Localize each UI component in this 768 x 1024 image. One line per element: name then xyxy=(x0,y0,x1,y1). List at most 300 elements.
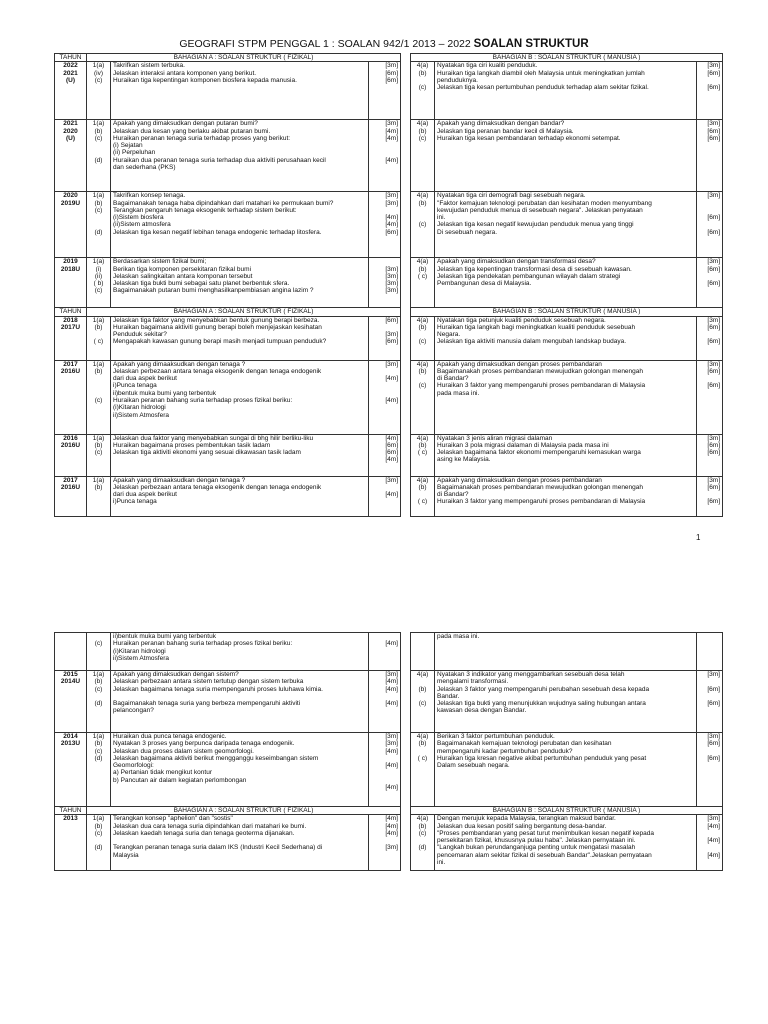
part-a-marks-line: [3m] xyxy=(385,280,399,288)
part-a-marks-line: [4m] xyxy=(385,640,398,648)
part-a-number-line xyxy=(89,390,108,397)
part-b-question xyxy=(435,633,697,671)
part-a-question-line: Jelaskan tiga bukti bumi sebagai satu planet berbentuk sfera. xyxy=(113,280,290,288)
part-a-number-line xyxy=(89,149,108,156)
part-b-number-line xyxy=(413,748,432,755)
part-a-marks-line: [3m] xyxy=(385,192,399,200)
part-a-marks-line xyxy=(371,142,398,149)
part-a-marks-line: [3m] xyxy=(385,199,399,207)
part-a-marks-line: [4m] xyxy=(385,678,398,686)
part-a-marks-line xyxy=(371,648,398,655)
part-b-question xyxy=(435,258,697,308)
part-a-marks-line: [3m] xyxy=(385,476,399,484)
part-a-question-line: Bagaimanakah tenaga suria yang berbeza mempengaruhi aktiviti xyxy=(113,700,301,708)
part-b-marks-line: [3m] xyxy=(707,192,721,200)
year-cell-line: 2017U xyxy=(60,323,81,331)
part-a-number-line xyxy=(89,214,108,221)
part-a-marks-line: [4m] xyxy=(385,221,399,229)
part-b-question-line: Apakah yang dimaksudkan dengan bandar? xyxy=(437,120,565,128)
part-b-marks-line xyxy=(699,748,720,755)
part-b-number-line: (c) xyxy=(418,829,427,837)
part-a-marks xyxy=(369,120,401,192)
part-a-question-line: dari dua aspek berikut xyxy=(113,491,177,499)
part-a-marks-line: [4m] xyxy=(385,700,398,708)
part-b-marks-line: [3m] xyxy=(707,671,720,678)
part-a-number-line xyxy=(89,852,108,859)
year-cell-line: 2014 xyxy=(63,733,78,740)
column-gap xyxy=(401,62,411,120)
part-a-question-line: (ii) Perpeluhan xyxy=(113,149,156,157)
part-b-number-line: (b) xyxy=(418,265,427,273)
part-b-question-line: Apakah yang dimaksudkan dengan proses pembandaran xyxy=(437,360,602,368)
part-a-marks xyxy=(369,360,401,434)
year-cell-line: 2021 xyxy=(63,120,78,128)
part-a-number-line: (d) xyxy=(94,844,103,852)
part-a-marks xyxy=(369,258,401,308)
column-gap xyxy=(401,308,411,316)
part-a-marks xyxy=(369,815,401,871)
part-a-number xyxy=(87,258,111,308)
part-b-number-line: (b) xyxy=(418,822,427,830)
part-b-number-line: 4(a) xyxy=(416,258,429,266)
part-b-question xyxy=(435,434,697,476)
part-a-marks-line: [3m] xyxy=(385,740,398,748)
part-a-question-line: Malaysia xyxy=(113,851,139,859)
part-b-marks xyxy=(697,62,723,120)
header-year: TAHUN xyxy=(55,807,87,815)
part-a-question-line: Jelaskan salingkaitan antara komponan tersebut xyxy=(113,272,253,280)
year-cell-line: 2018 xyxy=(63,316,78,324)
part-b-marks-line: [6m] xyxy=(707,323,721,331)
part-a-question-line: Jelaskan dua proses dalam sistem geomorfologi. xyxy=(113,747,254,755)
part-a-number xyxy=(87,434,111,476)
part-a-number-line: (b) xyxy=(94,127,103,135)
header-year: TAHUN xyxy=(55,54,87,62)
part-a-question-line xyxy=(113,693,366,700)
part-a-marks-line: [3m] xyxy=(385,272,399,280)
part-b-question-line: Bandar. xyxy=(437,692,460,700)
part-a-number-line: ( b) xyxy=(93,280,104,288)
part-a-marks-line: [4m] xyxy=(385,762,398,770)
part-a-question xyxy=(111,360,369,434)
part-a-number-line: (d) xyxy=(94,700,103,708)
part-a-marks-line: [6m] xyxy=(385,338,399,346)
part-b-number-line xyxy=(413,331,432,338)
part-a-marks-line xyxy=(371,149,398,156)
part-b-question-line: kawasan desa dengan Bandar. xyxy=(437,707,527,715)
part-b-number-line: (b) xyxy=(418,69,427,77)
part-a-marks xyxy=(369,633,401,671)
part-a-question-line: Huraikan peranan bahang suria terhadap proses fizikal beriku: xyxy=(113,397,293,405)
part-a-number-line: (b) xyxy=(94,483,103,491)
part-b-marks xyxy=(697,434,723,476)
part-a-question-line: Apakah yang dimaaksudkan dengan tenaga ? xyxy=(113,476,246,484)
year-cell-line: 2016 xyxy=(63,434,78,442)
part-a-number-line: (c) xyxy=(94,829,103,837)
part-a-number-line xyxy=(89,331,108,338)
part-b-question-line: penduduknya. xyxy=(437,76,478,84)
part-b-marks xyxy=(697,476,723,516)
part-b-marks-line: [4m] xyxy=(707,822,720,830)
part-a-question xyxy=(111,476,369,516)
part-a-question xyxy=(111,258,369,308)
part-a-question-line: ii)Sistem Atmosfera xyxy=(113,654,169,662)
column-gap xyxy=(401,192,411,258)
part-b-marks-line: [6m] xyxy=(707,265,721,273)
part-b-number-line xyxy=(413,693,432,700)
part-b-number-line: ( c) xyxy=(417,498,428,506)
part-a-number-line: (b) xyxy=(94,199,103,207)
year-cell-line: 2016U xyxy=(60,367,81,375)
part-b-question xyxy=(435,476,697,516)
part-a-number-line: 1(a) xyxy=(92,671,105,678)
year-cell-line: (U) xyxy=(65,76,76,84)
part-b-question-line: "Faktor kemajuan teknologi perubatan dan kesihatan moden menyumbang xyxy=(437,199,652,207)
part-b-marks-line: [6m] xyxy=(707,214,721,222)
part-a-marks-line xyxy=(371,777,398,784)
part-a-question-line: Terangkan pengaruh tenaga eksogenik terhadap sistem berikut: xyxy=(113,206,297,214)
part-b-question-line: Jelaskan tiga bukti yang menunjukkan wujudnya saling hubungan antara xyxy=(437,700,646,708)
part-a-marks-line: [6m] xyxy=(385,228,399,236)
part-b-number-line: (b) xyxy=(418,483,427,491)
part-b-number-line: (c) xyxy=(418,134,427,142)
part-b-question-line: Pembangunan desa di Malaysia. xyxy=(437,280,532,288)
part-a-marks-line: [3m] xyxy=(385,120,399,128)
part-b-number-line xyxy=(413,375,432,382)
part-a-marks-line: [4m] xyxy=(385,214,399,222)
part-b-marks-line xyxy=(699,221,720,228)
part-a-question xyxy=(111,733,369,807)
part-a-question-line: Jelaskan dua cara tenaga suria dipindahkan dari matahari ke bumi. xyxy=(113,822,307,830)
part-a-question-line xyxy=(113,837,366,844)
year-cell-line: 2016U xyxy=(60,441,81,449)
part-a-marks-line: [4m] xyxy=(385,456,399,464)
question-row xyxy=(55,62,723,120)
part-b-marks xyxy=(697,120,723,192)
year-cell-line: 2020 xyxy=(63,127,78,135)
part-b-marks-line: [3m] xyxy=(707,316,721,324)
part-a-marks-line: [3m] xyxy=(385,671,398,678)
part-a-question-line: Huraikan peranan tenaga suria terhadap proses yang berikut: xyxy=(113,134,291,142)
header-section-a: BAHAGIAN A : SOALAN STRUKTUR ( FIZIKAL) xyxy=(87,807,401,815)
part-b-question-line: pada masa ini. xyxy=(437,633,480,640)
part-a-question-line: pelancongan? xyxy=(113,707,154,715)
part-a-number-line xyxy=(89,762,108,769)
questions-table-page1 xyxy=(54,53,723,517)
part-b-question-line: ini. xyxy=(437,214,446,222)
part-b-marks-line: [6m] xyxy=(707,228,721,236)
part-b-question-line: Bagaimanakah kemajuan teknologi perubatan dan kesihatan xyxy=(437,740,612,748)
part-b-marks-line: [3m] xyxy=(707,476,721,484)
part-a-number xyxy=(87,120,111,192)
question-row xyxy=(55,434,723,476)
year-cell-line: 2017 xyxy=(63,476,78,484)
part-a-number-line: (c) xyxy=(94,76,103,84)
year-cell-line: 2016U xyxy=(60,483,81,491)
part-b-question-line: Huraikan tiga kresan negative akibat pertumbuhan penduduk yang pesat xyxy=(437,754,647,762)
part-b-marks-line: [6m] xyxy=(707,685,720,693)
part-b-marks xyxy=(697,360,723,434)
part-b-marks-line: [4m] xyxy=(707,837,720,845)
year-cell xyxy=(55,633,87,671)
part-b-number-line xyxy=(413,207,432,214)
part-b-marks-line: [6m] xyxy=(707,127,721,135)
part-b-number-line xyxy=(413,859,432,866)
header-year: TAHUN xyxy=(55,308,87,316)
part-a-number-line: (d) xyxy=(94,156,103,164)
part-b-number-line: ( c) xyxy=(417,272,428,280)
part-b-question-line: Huraikan tiga langkah diambil oleh Malaysia untuk meningkatkan jumlah xyxy=(437,69,645,77)
part-a-marks-line: [3m] xyxy=(385,287,399,295)
header-section-b: BAHAGIAN B : SOALAN STRUKTUR ( MANUSIA ) xyxy=(411,807,723,815)
column-gap xyxy=(401,316,411,360)
part-b-number-line: 4(a) xyxy=(416,120,429,128)
part-a-question-line: Apakah yang dimaksudkan dengan putaran bumi? xyxy=(113,120,258,128)
part-b-number-line: (b) xyxy=(418,323,427,331)
part-a-question-line: Penduduk sekitar? xyxy=(113,331,167,339)
part-a-marks-line: [4m] xyxy=(385,491,399,499)
part-a-number-line xyxy=(89,404,108,411)
year-cell xyxy=(55,476,87,516)
part-b-number-line: (c) xyxy=(418,221,427,229)
part-a-number-line: (ii) xyxy=(94,272,103,280)
part-b-question xyxy=(435,671,697,733)
part-a-question-line: i)Punca tenaga xyxy=(113,382,157,390)
part-a-number-line: 1(a) xyxy=(92,120,105,128)
part-b-number-line: 4(a) xyxy=(416,733,429,740)
part-b-marks-line: [3m] xyxy=(707,62,721,70)
part-b-number xyxy=(411,192,435,258)
part-a-marks-line xyxy=(371,484,398,491)
part-b-number-line xyxy=(413,837,432,844)
part-b-number-line: 4(a) xyxy=(416,192,429,200)
part-b-number-line: (d) xyxy=(418,844,427,852)
part-b-question-line: Huraikan 3 faktor yang mempengaruhi proses pembandaran di Malaysia xyxy=(437,498,646,506)
part-a-marks-line xyxy=(371,755,398,762)
part-b-number xyxy=(411,815,435,871)
part-a-marks-line: [6m] xyxy=(385,449,399,457)
year-cell-line: 2019 xyxy=(63,258,78,266)
part-a-question-line: Huraikan tiga kepentingan komponen biosfera kepada manusia. xyxy=(113,76,297,84)
part-b-marks-line: [4m] xyxy=(707,851,720,859)
part-a-question-line: Jelaskan perbezaan antara tenaga eksogenik dengan tenaga endogenik xyxy=(113,483,322,491)
part-a-question-line: Huraikan bagaimana proses pembentukan tasik ladam xyxy=(113,441,271,449)
part-a-number-line xyxy=(89,412,108,419)
question-row xyxy=(55,633,723,671)
part-a-question-line: Huraikan peranan bahang suria terhadap proses fizikal beriku: xyxy=(113,640,293,648)
part-b-number-line: 4(a) xyxy=(416,62,429,70)
part-b-question-line: Dalam sesebuah negara. xyxy=(437,762,510,770)
part-b-question-line: mempengaruhi kadar pertumbuhan penduduk? xyxy=(437,747,573,755)
part-b-question-line: Jelaskan bagaimana faktor ekonomi mempengaruhi kemasukan warga xyxy=(437,449,641,457)
part-b-marks-line: [6m] xyxy=(707,700,720,708)
year-cell-line: 2014U xyxy=(60,678,81,686)
part-a-question-line: Mengapakah kawasan gunung berapi masih menjadi tumpuan penduduk? xyxy=(113,338,327,346)
part-b-marks-line: [6m] xyxy=(707,84,721,92)
part-a-number xyxy=(87,671,111,733)
header-section-b: BAHAGIAN B : SOALAN STRUKTUR ( MANUSIA ) xyxy=(411,54,723,62)
question-row xyxy=(55,120,723,192)
year-cell-line: 2017 xyxy=(63,360,78,368)
part-a-number-line: (b) xyxy=(94,367,103,375)
part-b-question-line: pada masa ini. xyxy=(437,389,480,397)
part-a-marks-line: [4m] xyxy=(385,829,398,837)
part-a-question-line: b) Pancutan air dalam kegiatan perlombongan xyxy=(113,776,247,784)
part-a-number-line: (c) xyxy=(94,397,103,405)
year-cell-line: 2015 xyxy=(63,671,78,678)
part-b-marks-line: [3m] xyxy=(707,434,721,442)
part-b-question-line: Jelaskan 3 faktor yang mempengaruhi perubahan sesebuah desa kepada xyxy=(437,685,650,693)
part-a-number-line xyxy=(89,142,108,149)
part-a-question xyxy=(111,192,369,258)
part-b-marks-line xyxy=(699,633,720,640)
year-cell-line: 2020 xyxy=(63,192,78,200)
part-b-number xyxy=(411,476,435,516)
part-b-question-line: pencemaran alam sekitar fizikal di sesebuah Bandar".Jelaskan pernyataan xyxy=(437,851,652,859)
part-a-question-line: Huraikan dua peranan tenaga suria terhadap dua aktiviti perusahaan kecil xyxy=(113,156,326,164)
year-cell-line: (U) xyxy=(65,134,76,142)
part-a-question-line: Berikan tiga komponen persekitaran fizikal bumi xyxy=(113,265,252,273)
part-b-marks-line: [6m] xyxy=(707,134,721,142)
part-a-number-line: (c) xyxy=(94,640,103,648)
part-b-question-line: Nyatakan tiga petunjuk kualiti penduduk sesebuah negara. xyxy=(437,316,606,324)
part-b-number-line xyxy=(413,214,432,221)
part-a-marks-line: [4m] xyxy=(385,434,399,442)
part-b-question-line: Apakah yang dimaksudkan dengan transformasi desa? xyxy=(437,258,596,266)
part-b-number-line: (c) xyxy=(418,84,427,92)
part-a-marks-line: [6m] xyxy=(385,76,399,84)
part-b-question-line: Jelaskan tiga kesan negatif kewujudan penduduk menua yang tinggi xyxy=(437,221,634,229)
part-a-number-line xyxy=(89,655,108,662)
part-a-number-line: 1(a) xyxy=(92,476,105,484)
part-a-number xyxy=(87,360,111,434)
column-gap xyxy=(401,733,411,807)
part-a-number-line xyxy=(89,491,108,498)
part-b-number xyxy=(411,316,435,360)
part-a-question-line: Jelaskan tiga kesan negatif lebihan tenaga endogenic terhadap litosfera. xyxy=(113,228,322,236)
part-a-number-line xyxy=(89,648,108,655)
year-cell xyxy=(55,671,87,733)
part-b-question-line: Bagaimanakah proses pembandaran mewujudkan golongan menengah xyxy=(437,367,644,375)
part-b-question-line: Huraikan tiga kesan pembandaran terhadap ekonomi setempat. xyxy=(437,134,621,142)
column-gap xyxy=(401,360,411,434)
part-a-question-line: Terangkan peranan tenaga suria dalam IKS (Industri Kecil Sederhana) di xyxy=(113,844,323,852)
part-a-question-line: Apakah yang dimaksudkan dengan sistem? xyxy=(113,671,239,678)
part-b-question-line: Jelaskan tiga kepentingan transformasi desa di sesebuah kawasan. xyxy=(437,265,632,273)
year-cell xyxy=(55,316,87,360)
part-a-number-line xyxy=(89,777,108,784)
part-a-marks-line: [4m] xyxy=(385,685,398,693)
part-b-question-line: Jelaskan dua kesan positif saling bergantung desa-bandar. xyxy=(437,822,607,830)
part-a-marks-line: [3m] xyxy=(385,360,399,368)
part-b-marks xyxy=(697,258,723,308)
part-a-number-line: (b) xyxy=(94,740,103,748)
header-row xyxy=(55,807,723,815)
part-b-marks-line: [6m] xyxy=(707,498,721,506)
question-row xyxy=(55,671,723,733)
part-b-marks-line: [6m] xyxy=(707,441,721,449)
part-a-marks-line: [4m] xyxy=(385,784,398,792)
year-cell-line: 2021 xyxy=(63,69,78,77)
part-b-question-line: Jelaskan tiga kesan pertumbuhan penduduk terhadap alam sekitar fizikal. xyxy=(437,84,649,92)
part-a-marks-line: [3m] xyxy=(385,733,398,740)
part-a-marks-line: [4m] xyxy=(385,815,398,823)
part-a-number xyxy=(87,733,111,807)
part-a-number-line: 1(a) xyxy=(92,192,105,200)
part-a-number-line: (b) xyxy=(94,822,103,830)
header-section-a: BAHAGIAN A : SOALAN STRUKTUR ( FIZIKAL) xyxy=(87,308,401,316)
part-b-number-line xyxy=(413,633,432,640)
part-b-number-line: 4(a) xyxy=(416,671,429,678)
part-a-number-line: 1(a) xyxy=(92,733,105,740)
part-b-marks-line xyxy=(699,491,720,498)
part-a-number xyxy=(87,815,111,871)
part-a-question-line: ii)Sistem Atmosfera xyxy=(113,411,169,419)
part-b-marks-line: [6m] xyxy=(707,367,721,375)
part-b-number-line xyxy=(413,678,432,685)
column-gap xyxy=(401,476,411,516)
part-b-number xyxy=(411,258,435,308)
part-a-number-line: ( c) xyxy=(93,338,104,346)
part-a-marks-line: [4m] xyxy=(385,134,399,142)
part-b-question xyxy=(435,316,697,360)
part-b-question-line: Nyatakan 3 jenis aliran migrasi dalaman xyxy=(437,434,553,442)
part-a-marks-line xyxy=(371,655,398,662)
part-b-question-line: di Bandar? xyxy=(437,491,469,499)
year-cell-line: 2013U xyxy=(60,740,81,748)
part-b-question-line: Huraikan 3 faktor yang mempengaruhi proses pembandaran di Malaysia xyxy=(437,382,646,390)
part-a-number-line: (i) xyxy=(95,265,102,273)
part-a-question-line: a) Pertanian tidak mengikut kontur xyxy=(113,769,212,777)
question-row xyxy=(55,476,723,516)
year-cell xyxy=(55,733,87,807)
part-a-number-line: (d) xyxy=(94,228,103,236)
part-b-number xyxy=(411,360,435,434)
part-b-marks-line: [6m] xyxy=(707,754,720,762)
column-gap xyxy=(401,434,411,476)
part-b-question xyxy=(435,815,697,871)
year-cell xyxy=(55,434,87,476)
part-b-question xyxy=(435,120,697,192)
part-a-number-line: (b) xyxy=(94,323,103,331)
part-b-number-line: (b) xyxy=(418,127,427,135)
part-a-question-line: (i)Kitaran hidrologi xyxy=(113,647,166,655)
part-a-marks xyxy=(369,476,401,516)
part-b-marks xyxy=(697,633,723,671)
column-gap xyxy=(401,258,411,308)
part-b-question-line: "Proses pembandaran yang pesat turut menimbulkan kesan negatif kepada xyxy=(437,829,654,837)
part-b-marks xyxy=(697,733,723,807)
year-cell-line: 2013 xyxy=(63,815,78,823)
part-b-marks-line: [3m] xyxy=(707,258,721,266)
part-b-number-line: (b) xyxy=(418,441,427,449)
part-a-marks xyxy=(369,192,401,258)
part-a-question xyxy=(111,316,369,360)
page-number: 1 xyxy=(696,533,701,542)
part-a-number xyxy=(87,316,111,360)
part-b-number-line xyxy=(413,77,432,84)
part-b-number xyxy=(411,120,435,192)
part-a-question-line: Jelaskan tiga aktiviti ekonomi yang sesuai dikawasan tasik ladam xyxy=(113,449,301,457)
part-a-marks-line: [3m] xyxy=(385,844,398,852)
part-a-number-line xyxy=(89,633,108,640)
header-row xyxy=(55,308,723,316)
part-a-number-line: 1(a) xyxy=(92,258,105,266)
part-a-number-line: (c) xyxy=(94,449,103,457)
part-b-number-line: (c) xyxy=(418,338,427,346)
part-a-marks-line: [4m] xyxy=(385,156,399,164)
part-b-marks-line: [6m] xyxy=(707,382,721,390)
